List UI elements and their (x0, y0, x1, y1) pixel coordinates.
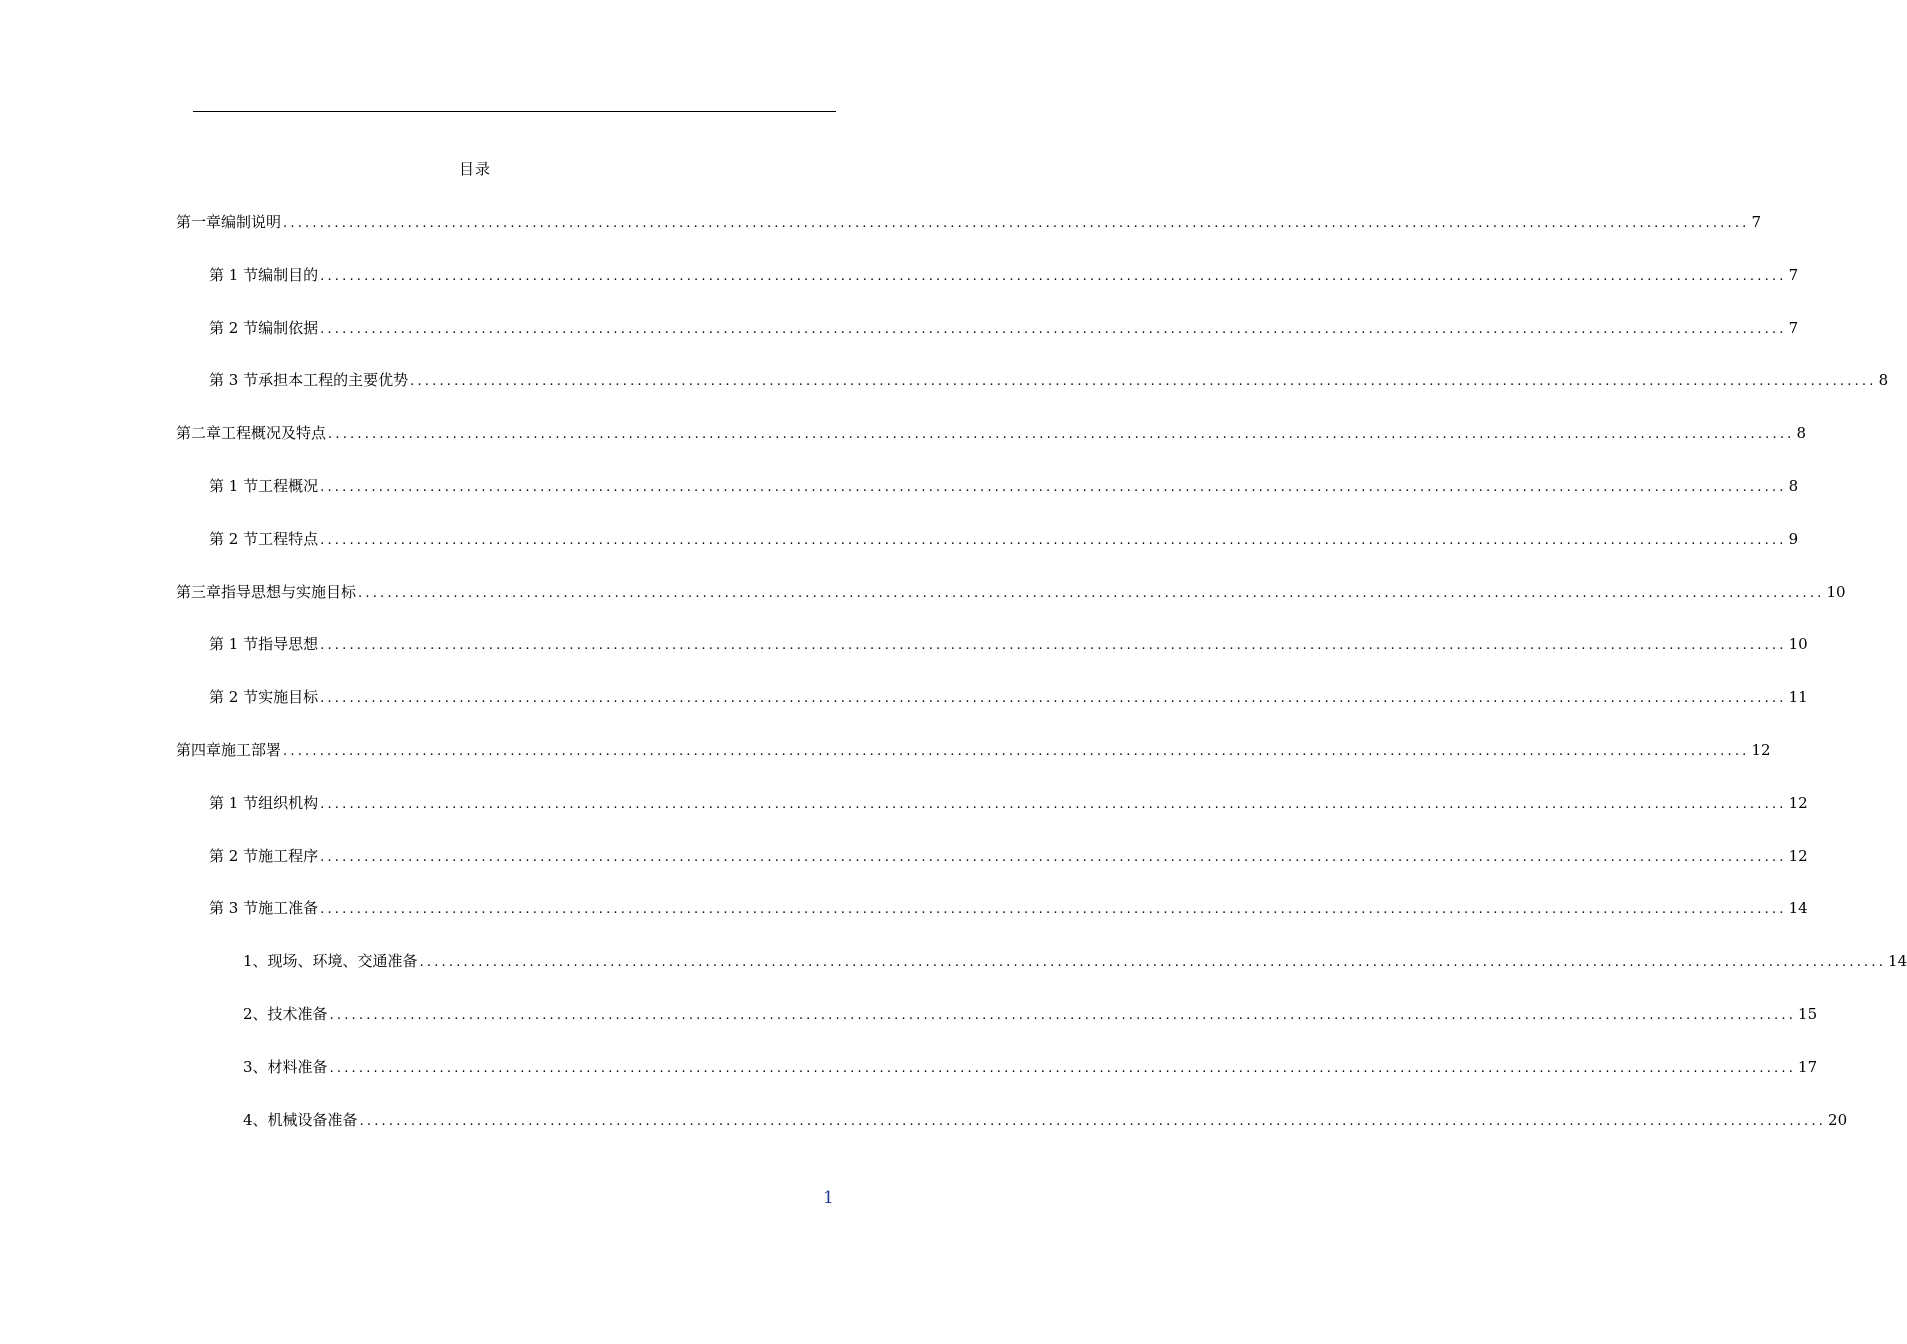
toc-entry[interactable] (243, 950, 1907, 972)
toc-entry-number: 第 2 节 (209, 318, 259, 337)
header-rule (193, 111, 836, 112)
page-number: 1 (823, 1188, 834, 1208)
dot-leader: ........................................................................................................................................................................................................ (359, 1113, 1827, 1129)
toc-entry-number: 第 1 节 (209, 793, 259, 812)
toc-entry[interactable] (243, 1056, 1818, 1078)
toc-entry-title: 工程概况 (258, 477, 319, 495)
toc-entry-number: 第 1 节 (209, 635, 259, 654)
toc-entry-title: 工程概况及特点 (221, 424, 327, 443)
toc-entry[interactable] (209, 633, 1808, 655)
toc-entry-page: 17 (1798, 1057, 1818, 1076)
toc-entry-title: 编制说明 (221, 213, 282, 231)
dot-leader: ........................................................................................................................................................................................................ (328, 427, 1795, 443)
toc-entry-title: 指导思想 (258, 635, 319, 654)
toc-entry-title: 承担本工程的主要优势 (258, 371, 409, 390)
toc-entry[interactable] (209, 528, 1799, 550)
toc-entry-title: 编制目的 (258, 265, 319, 284)
toc-entry[interactable] (209, 317, 1799, 339)
toc-entry-title: 指导思想与实施目标 (221, 582, 357, 601)
dot-leader: ........................................................................................................................................................................................................ (283, 744, 1750, 759)
toc-entry-title: 现场、环境、交通准备 (267, 952, 418, 971)
toc-entry-title: 工程特点 (258, 529, 319, 548)
toc-entry-page: 12 (1788, 846, 1808, 865)
toc-entry-number: 第一章 (176, 213, 222, 231)
toc-entry-number: 第 2 节 (209, 688, 259, 707)
toc-entry-page: 7 (1788, 265, 1799, 284)
toc-entry-page: 9 (1788, 529, 1799, 548)
toc-entry-page: 8 (1796, 424, 1807, 443)
toc-entry-page: 14 (1788, 899, 1808, 918)
toc-entry-number: 1、 (243, 952, 268, 971)
dot-leader: ........................................................................................................................................................................................................ (410, 374, 1877, 390)
dot-leader: ........................................................................................................................................................................................................ (329, 1008, 1797, 1023)
toc-entry-number: 第四章 (176, 741, 222, 759)
toc-entry-title: 材料准备 (267, 1057, 328, 1076)
dot-leader: ........................................................................................................................................................................................................ (358, 585, 1825, 601)
toc-entry-number: 第二章 (176, 424, 222, 443)
toc-entry-title: 机械设备准备 (267, 1110, 358, 1129)
toc-entry[interactable] (176, 422, 1807, 444)
dot-leader: ........................................................................................................................................................................................................ (320, 691, 1787, 707)
toc-entry-title: 施工准备 (258, 899, 319, 918)
toc-entry-page: 20 (1828, 1110, 1848, 1129)
toc-entry-number: 第 1 节 (209, 265, 259, 284)
toc-entry[interactable] (209, 686, 1808, 708)
toc-entry-number: 第 2 节 (209, 846, 259, 865)
toc-entry-page: 7 (1751, 213, 1762, 231)
toc-entry[interactable] (209, 475, 1799, 497)
toc-entry[interactable] (176, 739, 1771, 761)
dot-leader: ........................................................................................................................................................................................................ (320, 268, 1787, 284)
toc-entry-page: 10 (1788, 635, 1808, 654)
dot-leader: ........................................................................................................................................................................................................ (419, 955, 1887, 971)
dot-leader: ........................................................................................................................................................................................................ (320, 321, 1787, 337)
toc-entry-page: 11 (1788, 688, 1808, 707)
toc-entry-page: 15 (1798, 1005, 1818, 1023)
toc-entry-number: 第 1 节 (209, 477, 259, 495)
toc-entry-title: 实施目标 (258, 688, 319, 707)
toc-entry-number: 第 2 节 (209, 529, 259, 548)
toc-title: 目录 (458, 160, 491, 178)
toc-entry[interactable] (243, 1109, 1848, 1131)
dot-leader: ........................................................................................................................................................................................................ (329, 1060, 1797, 1076)
toc-entry-title: 编制依据 (258, 318, 319, 337)
dot-leader: ........................................................................................................................................................................................................ (320, 849, 1787, 865)
toc-entry-page: 12 (1751, 741, 1771, 759)
toc-entry-page: 12 (1788, 793, 1808, 812)
dot-leader: ........................................................................................................................................................................................................ (320, 638, 1787, 654)
toc-entry-number: 2、 (243, 1005, 268, 1023)
toc-entry-title: 施工程序 (258, 846, 319, 865)
toc-entry[interactable] (176, 211, 1762, 233)
toc-entry[interactable] (209, 897, 1808, 919)
toc-entry-title: 技术准备 (267, 1005, 328, 1023)
toc-entry-page: 7 (1788, 318, 1799, 337)
toc-entry-title: 施工部署 (221, 741, 282, 759)
dot-leader: ........................................................................................................................................................................................................ (283, 216, 1750, 231)
toc-entry-number: 第 3 节 (209, 899, 259, 918)
dot-leader: ........................................................................................................................................................................................................ (320, 532, 1787, 548)
toc-entry[interactable] (209, 845, 1808, 867)
toc-entry-page: 8 (1788, 477, 1799, 495)
toc-entry-number: 4、 (243, 1110, 268, 1129)
toc-entry-number: 第三章 (176, 582, 222, 601)
toc-entry[interactable] (209, 264, 1799, 286)
dot-leader: ........................................................................................................................................................................................................ (320, 796, 1787, 812)
dot-leader: ........................................................................................................................................................................................................ (320, 902, 1787, 918)
toc-entry[interactable] (209, 792, 1808, 814)
toc-entry[interactable] (209, 369, 1889, 391)
toc-entry-page: 10 (1826, 582, 1846, 601)
toc-entry-number: 第 3 节 (209, 371, 259, 390)
toc-entry[interactable] (176, 581, 1846, 603)
toc-entry[interactable] (243, 1003, 1818, 1025)
dot-leader: ........................................................................................................................................................................................................ (320, 480, 1787, 495)
toc-entry-title: 组织机构 (258, 793, 319, 812)
toc-entry-page: 8 (1878, 371, 1889, 390)
toc-entry-page: 14 (1888, 952, 1907, 971)
toc-entry-number: 3、 (243, 1057, 268, 1076)
